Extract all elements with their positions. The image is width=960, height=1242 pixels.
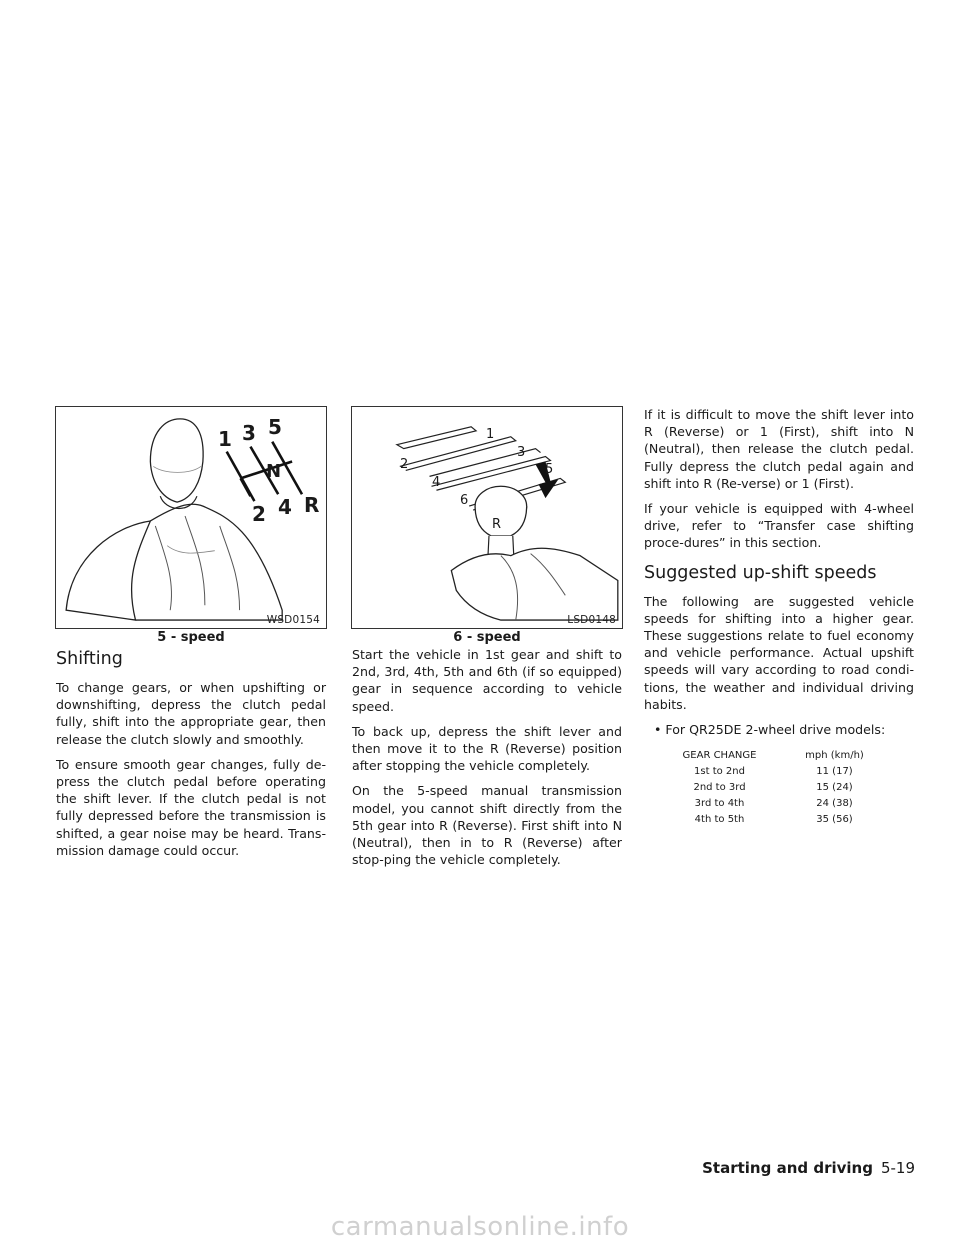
figure-6-speed <box>351 406 623 629</box>
paragraph: Start the vehicle in 1st gear and shift to 2nd, 3rd, 4th, 5th and 6th (if so equipped) gear in sequence according to vehicle speed. <box>352 647 622 714</box>
paragraph: The following are suggested vehicle speeds for shifting into a higher gear. These suggestions relate to fuel economy and vehicle performance. Actual upshift speeds will vary according to road condi-tions, the weather and individual driving habits. <box>644 593 914 712</box>
gear-label-3: 3 <box>242 421 256 445</box>
watermark: carmanualsonline.info <box>330 1212 630 1242</box>
column-middle <box>352 646 622 876</box>
gear-label-6: 6 <box>460 493 469 508</box>
table-cell: 15 (24) <box>816 782 853 794</box>
figure-5-speed <box>55 406 327 629</box>
gear-label-5: 5 <box>268 415 282 439</box>
table-cell: 3rd to 4th <box>694 798 745 810</box>
page-footer <box>702 1159 915 1177</box>
gear-label-4: 4 <box>278 495 292 519</box>
gear-label-2: 2 <box>400 457 409 472</box>
table-cell: 35 (56) <box>816 814 853 826</box>
table-header: mph (km/h) <box>805 750 864 762</box>
table-cell: 24 (38) <box>816 798 853 810</box>
page-number: 5-19 <box>880 1159 915 1177</box>
paragraph: To ensure smooth gear changes, fully de-press the clutch pedal before operating the shift lever. If the clutch pedal is not fully depressed before the transmission is shifted, a gear noise may be heard. Trans-mission damage could occur. <box>56 756 326 858</box>
paragraph: To back up, depress the shift lever and then move it to the R (Reverse) position after stopping the vehicle completely. <box>352 723 622 774</box>
footer-section-title: Starting and driving <box>702 1159 873 1177</box>
upshift-speed-table <box>662 748 892 828</box>
section-heading-shifting: Shifting <box>56 649 123 669</box>
table-cell: 1st to 2nd <box>694 766 745 778</box>
paragraph: To change gears, or when upshifting or downshifting, depress the clutch pedal fully, shift into the appropriate gear, then release the clutch slowly and smoothly. <box>56 680 326 747</box>
gear-label-1: 1 <box>218 427 232 451</box>
paragraph: If it is difficult to move the shift lever into R (Reverse) or 1 (First), shift into N (Neutral), then release the clutch pedal. Fully depress the clutch pedal again and shift into R (Re-verse) or 1 (First). <box>644 407 914 491</box>
gear-label-3: 3 <box>517 445 526 460</box>
column-right <box>644 406 914 828</box>
gear-label-r: R <box>304 493 320 517</box>
figure-code: WSD0154 <box>266 614 320 626</box>
figure-caption: 6 - speed <box>453 630 521 645</box>
table-row <box>662 780 892 796</box>
table-row <box>662 764 892 780</box>
column-left <box>56 648 326 867</box>
section-heading-upshift: Suggested up-shift speeds <box>644 562 877 583</box>
table-row <box>662 812 892 828</box>
figure-code: LSD0148 <box>567 614 616 626</box>
paragraph: If your vehicle is equipped with 4-wheel drive, refer to “Transfer case shifting proce-dures” in this section. <box>644 501 914 551</box>
table-cell: 2nd to 3rd <box>693 782 746 794</box>
gear-label-2: 2 <box>252 502 266 526</box>
paragraph: On the 5-speed manual transmission model, you cannot shift directly from the 5th gear into R (Reverse). First shift into N (Neutral), then in to R (Reverse) after stop-ping the vehicle completely. <box>352 783 622 868</box>
gear-label-5: 5 <box>545 462 554 477</box>
gear-label-1: 1 <box>486 427 495 442</box>
gear-label-r: R <box>492 517 502 532</box>
table-row <box>662 796 892 812</box>
gear-label-4: 4 <box>432 475 441 490</box>
table-cell: 4th to 5th <box>694 814 745 826</box>
figure-caption: 5 - speed <box>157 630 225 645</box>
table-header-row <box>662 748 892 764</box>
bullet-item: • For QR25DE 2-wheel drive models: <box>654 722 886 738</box>
gear-label-n: N <box>266 461 282 482</box>
table-header: GEAR CHANGE <box>682 750 757 762</box>
table-cell: 11 (17) <box>816 766 853 778</box>
